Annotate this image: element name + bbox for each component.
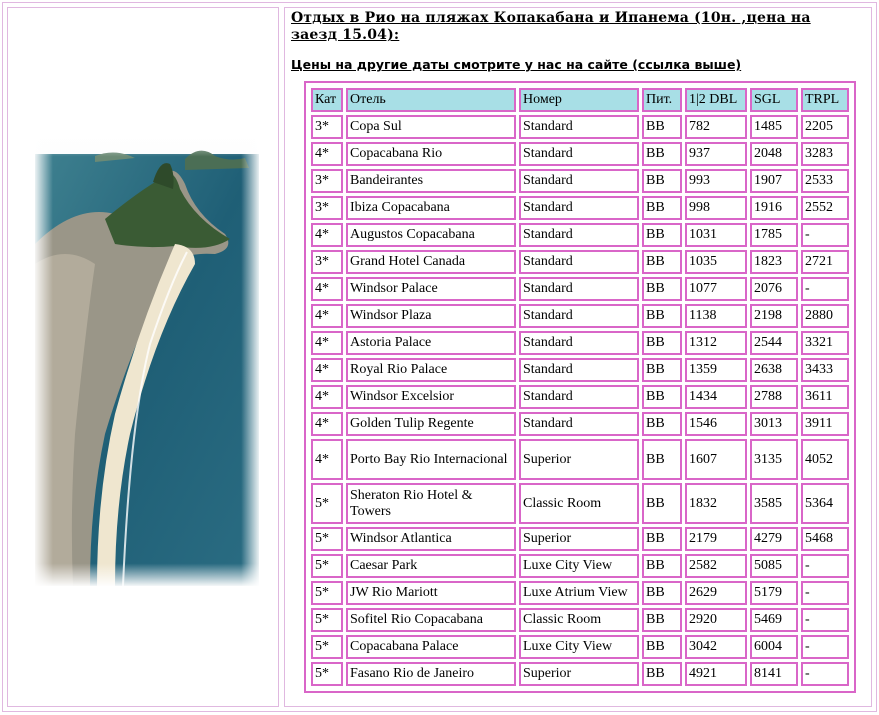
cell-sgl: 4279	[750, 527, 798, 551]
cell-room: Luxe City View	[519, 554, 639, 578]
cell-sgl: 2788	[750, 385, 798, 409]
cell-dbl: 3042	[685, 635, 747, 659]
cell-hotel: Porto Bay Rio Internacional	[346, 439, 516, 480]
cell-sgl: 3585	[750, 483, 798, 524]
table-row	[311, 169, 849, 193]
cell-dbl: 2179	[685, 527, 747, 551]
cell-category: 5*	[311, 483, 343, 524]
table-row	[311, 554, 849, 578]
column-header-sgl: SGL	[750, 88, 798, 112]
cell-hotel: Windsor Atlantica	[346, 527, 516, 551]
cell-sgl: 1907	[750, 169, 798, 193]
cell-room: Standard	[519, 142, 639, 166]
cell-room: Superior	[519, 527, 639, 551]
cell-room: Superior	[519, 662, 639, 686]
cell-hotel: Copacabana Rio	[346, 142, 516, 166]
table-row	[311, 304, 849, 328]
column-header-category: Кат	[311, 88, 343, 112]
cell-dbl: 998	[685, 196, 747, 220]
table-row	[311, 196, 849, 220]
table-row	[311, 358, 849, 382]
copacabana-aerial-photo	[35, 134, 259, 586]
cell-dbl: 2920	[685, 608, 747, 632]
cell-dbl: 1607	[685, 439, 747, 480]
cell-room: Superior	[519, 439, 639, 480]
table-row	[311, 439, 849, 480]
cell-category: 3*	[311, 169, 343, 193]
cell-room: Standard	[519, 250, 639, 274]
cell-room: Standard	[519, 385, 639, 409]
cell-sgl: 1485	[750, 115, 798, 139]
cell-meal: BB	[642, 304, 682, 328]
table-row	[311, 635, 849, 659]
hotel-price-table	[308, 85, 852, 689]
cell-sgl: 2048	[750, 142, 798, 166]
cell-sgl: 2076	[750, 277, 798, 301]
cell-meal: BB	[642, 554, 682, 578]
cell-dbl: 1434	[685, 385, 747, 409]
cell-meal: BB	[642, 358, 682, 382]
cell-room: Standard	[519, 412, 639, 436]
table-row	[311, 662, 849, 686]
cell-category: 3*	[311, 250, 343, 274]
cell-category: 4*	[311, 331, 343, 355]
cell-meal: BB	[642, 277, 682, 301]
cell-category: 5*	[311, 581, 343, 605]
cell-trpl: -	[801, 581, 849, 605]
cell-category: 4*	[311, 223, 343, 247]
cell-room: Standard	[519, 331, 639, 355]
column-header-dbl: 1|2 DBL	[685, 88, 747, 112]
cell-room: Standard	[519, 223, 639, 247]
cell-hotel: Copacabana Palace	[346, 635, 516, 659]
cell-sgl: 5085	[750, 554, 798, 578]
cell-dbl: 1359	[685, 358, 747, 382]
cell-meal: BB	[642, 115, 682, 139]
cell-trpl: 2721	[801, 250, 849, 274]
cell-trpl: 3433	[801, 358, 849, 382]
table-row	[311, 115, 849, 139]
cell-sgl: 8141	[750, 662, 798, 686]
cell-sgl: 3013	[750, 412, 798, 436]
table-row	[311, 412, 849, 436]
table-row	[311, 385, 849, 409]
column-header-hotel: Отель	[346, 88, 516, 112]
cell-room: Classic Room	[519, 483, 639, 524]
column-header-room: Номер	[519, 88, 639, 112]
cell-sgl: 6004	[750, 635, 798, 659]
table-row	[311, 331, 849, 355]
cell-sgl: 5469	[750, 608, 798, 632]
cell-trpl: 3911	[801, 412, 849, 436]
cell-hotel: Golden Tulip Regente	[346, 412, 516, 436]
table-row	[311, 483, 849, 524]
cell-sgl: 2198	[750, 304, 798, 328]
cell-room: Classic Room	[519, 608, 639, 632]
layout-table	[2, 2, 877, 712]
cell-meal: BB	[642, 142, 682, 166]
cell-category: 4*	[311, 304, 343, 328]
cell-meal: BB	[642, 412, 682, 436]
cell-sgl: 2544	[750, 331, 798, 355]
cell-room: Standard	[519, 277, 639, 301]
table-row	[311, 223, 849, 247]
cell-hotel: Copa Sul	[346, 115, 516, 139]
cell-hotel: Sheraton Rio Hotel & Towers	[346, 483, 516, 524]
content-cell	[284, 7, 872, 707]
cell-trpl: -	[801, 635, 849, 659]
cell-trpl: -	[801, 662, 849, 686]
cell-dbl: 1546	[685, 412, 747, 436]
cell-dbl: 2582	[685, 554, 747, 578]
cell-hotel: Caesar Park	[346, 554, 516, 578]
table-row	[311, 277, 849, 301]
table-row	[311, 250, 849, 274]
cell-dbl: 1138	[685, 304, 747, 328]
cell-dbl: 1832	[685, 483, 747, 524]
cell-category: 4*	[311, 142, 343, 166]
table-row	[311, 142, 849, 166]
cell-category: 4*	[311, 412, 343, 436]
cell-room: Luxe City View	[519, 635, 639, 659]
table-row	[311, 527, 849, 551]
cell-hotel: Royal Rio Palace	[346, 358, 516, 382]
cell-category: 4*	[311, 385, 343, 409]
cell-hotel: Astoria Palace	[346, 331, 516, 355]
cell-sgl: 1785	[750, 223, 798, 247]
cell-dbl: 1031	[685, 223, 747, 247]
cell-category: 4*	[311, 277, 343, 301]
table-row	[311, 608, 849, 632]
page-title: Отдых в Рио на пляжах Копакабана и Ипанема (10н. ,цена на заезд 15.04):	[291, 10, 811, 43]
cell-trpl: 2880	[801, 304, 849, 328]
cell-dbl: 1035	[685, 250, 747, 274]
cell-hotel: Windsor Excelsior	[346, 385, 516, 409]
price-table-frame	[304, 81, 856, 693]
cell-meal: BB	[642, 169, 682, 193]
cell-trpl: 2552	[801, 196, 849, 220]
cell-dbl: 2629	[685, 581, 747, 605]
cell-dbl: 1312	[685, 331, 747, 355]
cell-sgl: 1823	[750, 250, 798, 274]
cell-trpl: 3283	[801, 142, 849, 166]
cell-meal: BB	[642, 196, 682, 220]
cell-trpl: -	[801, 608, 849, 632]
cell-hotel: Windsor Plaza	[346, 304, 516, 328]
cell-meal: BB	[642, 635, 682, 659]
cell-meal: BB	[642, 223, 682, 247]
cell-meal: BB	[642, 439, 682, 480]
cell-dbl: 1077	[685, 277, 747, 301]
cell-meal: BB	[642, 581, 682, 605]
cell-room: Standard	[519, 196, 639, 220]
cell-room: Standard	[519, 169, 639, 193]
cell-category: 3*	[311, 196, 343, 220]
cell-category: 5*	[311, 635, 343, 659]
cell-hotel: Ibiza Copacabana	[346, 196, 516, 220]
other-dates-note: Цены на другие даты смотрите у нас на сайте (ссылка выше)	[291, 57, 742, 72]
cell-meal: BB	[642, 385, 682, 409]
image-cell	[7, 7, 279, 707]
cell-meal: BB	[642, 483, 682, 524]
cell-trpl: 2205	[801, 115, 849, 139]
column-header-trpl: TRPL	[801, 88, 849, 112]
cell-trpl: 5364	[801, 483, 849, 524]
cell-category: 4*	[311, 358, 343, 382]
cell-trpl: -	[801, 223, 849, 247]
cell-trpl: -	[801, 554, 849, 578]
cell-dbl: 937	[685, 142, 747, 166]
cell-category: 5*	[311, 608, 343, 632]
cell-trpl: 2533	[801, 169, 849, 193]
cell-meal: BB	[642, 250, 682, 274]
cell-category: 5*	[311, 554, 343, 578]
cell-category: 5*	[311, 662, 343, 686]
cell-hotel: Grand Hotel Canada	[346, 250, 516, 274]
cell-meal: BB	[642, 662, 682, 686]
table-header-row	[311, 88, 849, 112]
cell-dbl: 4921	[685, 662, 747, 686]
cell-hotel: Bandeirantes	[346, 169, 516, 193]
cell-trpl: -	[801, 277, 849, 301]
cell-hotel: JW Rio Mariott	[346, 581, 516, 605]
cell-room: Standard	[519, 115, 639, 139]
cell-trpl: 3321	[801, 331, 849, 355]
cell-meal: BB	[642, 331, 682, 355]
cell-category: 5*	[311, 527, 343, 551]
cell-trpl: 4052	[801, 439, 849, 480]
cell-hotel: Augustos Copacabana	[346, 223, 516, 247]
cell-hotel: Fasano Rio de Janeiro	[346, 662, 516, 686]
cell-meal: BB	[642, 608, 682, 632]
cell-room: Luxe Atrium View	[519, 581, 639, 605]
cell-meal: BB	[642, 527, 682, 551]
cell-trpl: 5468	[801, 527, 849, 551]
cell-dbl: 993	[685, 169, 747, 193]
cell-room: Standard	[519, 358, 639, 382]
cell-category: 3*	[311, 115, 343, 139]
cell-hotel: Sofitel Rio Copacabana	[346, 608, 516, 632]
cell-hotel: Windsor Palace	[346, 277, 516, 301]
cell-sgl: 2638	[750, 358, 798, 382]
table-row	[311, 581, 849, 605]
cell-dbl: 782	[685, 115, 747, 139]
cell-sgl: 3135	[750, 439, 798, 480]
cell-sgl: 1916	[750, 196, 798, 220]
column-header-meal: Пит.	[642, 88, 682, 112]
cell-sgl: 5179	[750, 581, 798, 605]
cell-trpl: 3611	[801, 385, 849, 409]
cell-category: 4*	[311, 439, 343, 480]
cell-room: Standard	[519, 304, 639, 328]
